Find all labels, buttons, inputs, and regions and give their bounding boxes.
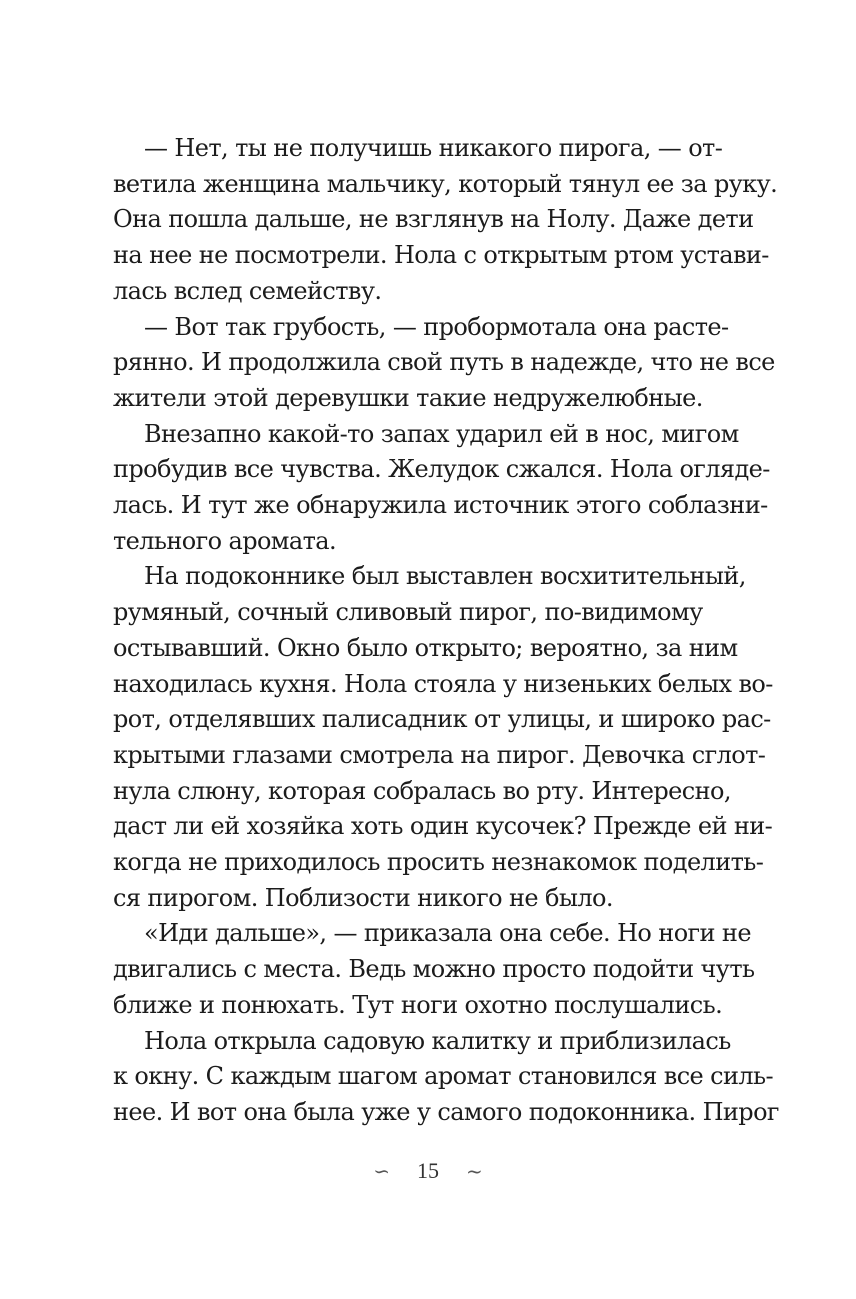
- text-line: — Вот так грубость, — пробормотала она расте-: [144, 312, 729, 341]
- text-line: двигались с места. Ведь можно просто подойти чуть: [113, 955, 755, 984]
- text-line: на нее не посмотрели. Нола с открытым ртом устави-: [113, 241, 769, 270]
- text-line: ветила женщина мальчику, который тянул ее за руку.: [113, 169, 778, 198]
- text-line: На подоконнике был выставлен восхитительный,: [144, 562, 746, 591]
- text-line: нее. И вот она была уже у самого подоконника. Пирог: [113, 1097, 779, 1126]
- text-line: румяный, сочный сливовый пирог, по-видимому: [113, 598, 703, 627]
- page-footer: [0, 1158, 856, 1184]
- text-line: рянно. И продолжила свой путь в надежде, что не все: [113, 348, 775, 377]
- text-line: Нола открыла садовую калитку и приблизилась: [144, 1026, 731, 1055]
- text-line: находилась кухня. Нола стояла у низеньких белых во-: [113, 669, 773, 698]
- text-line: ближе и понюхать. Тут ноги охотно послушались.: [113, 990, 723, 1019]
- text-line: лась вслед семейству.: [113, 276, 382, 305]
- ornament-right-icon: ~: [466, 1159, 483, 1183]
- body-text: [113, 131, 779, 1131]
- page-number: 15: [417, 1158, 439, 1183]
- text-line: — Нет, ты не получишь никакого пирога, — от-: [144, 134, 723, 162]
- text-line: когда не приходилось просить незнакомок поделить-: [113, 848, 764, 877]
- text-line: Она пошла дальше, не взглянув на Нолу. Даже дети: [113, 205, 754, 234]
- ornament-left-icon: ∽: [373, 1159, 390, 1183]
- text-line: остывавший. Окно было открыто; вероятно, за ним: [113, 633, 738, 662]
- text-line: нула слюну, которая собралась во рту. Интересно,: [113, 776, 731, 805]
- text-line: жители этой деревушки такие недружелюбные.: [113, 383, 703, 412]
- text-line: тельного аромата.: [113, 526, 337, 555]
- text-line: лась. И тут же обнаружила источник этого соблазни-: [113, 491, 768, 520]
- text-line: рот, отделявших палисадник от улицы, и широко рас-: [113, 705, 771, 734]
- text-line: к окну. С каждым шагом аромат становился все силь-: [113, 1062, 774, 1091]
- text-line: крытыми глазами смотрела на пирог. Девочка сглот-: [113, 740, 766, 769]
- text-line: ся пирогом. Поблизости никого не было.: [113, 883, 613, 912]
- text-line: Внезапно какой-то запах ударил ей в нос, мигом: [144, 419, 739, 448]
- text-line: пробудив все чувства. Желудок сжался. Нола огляде-: [113, 455, 770, 484]
- text-line: даст ли ей хозяйка хоть один кусочек? Прежде ей ни-: [113, 812, 773, 841]
- text-line: «Иди дальше», — приказала она себе. Но ноги не: [144, 919, 751, 948]
